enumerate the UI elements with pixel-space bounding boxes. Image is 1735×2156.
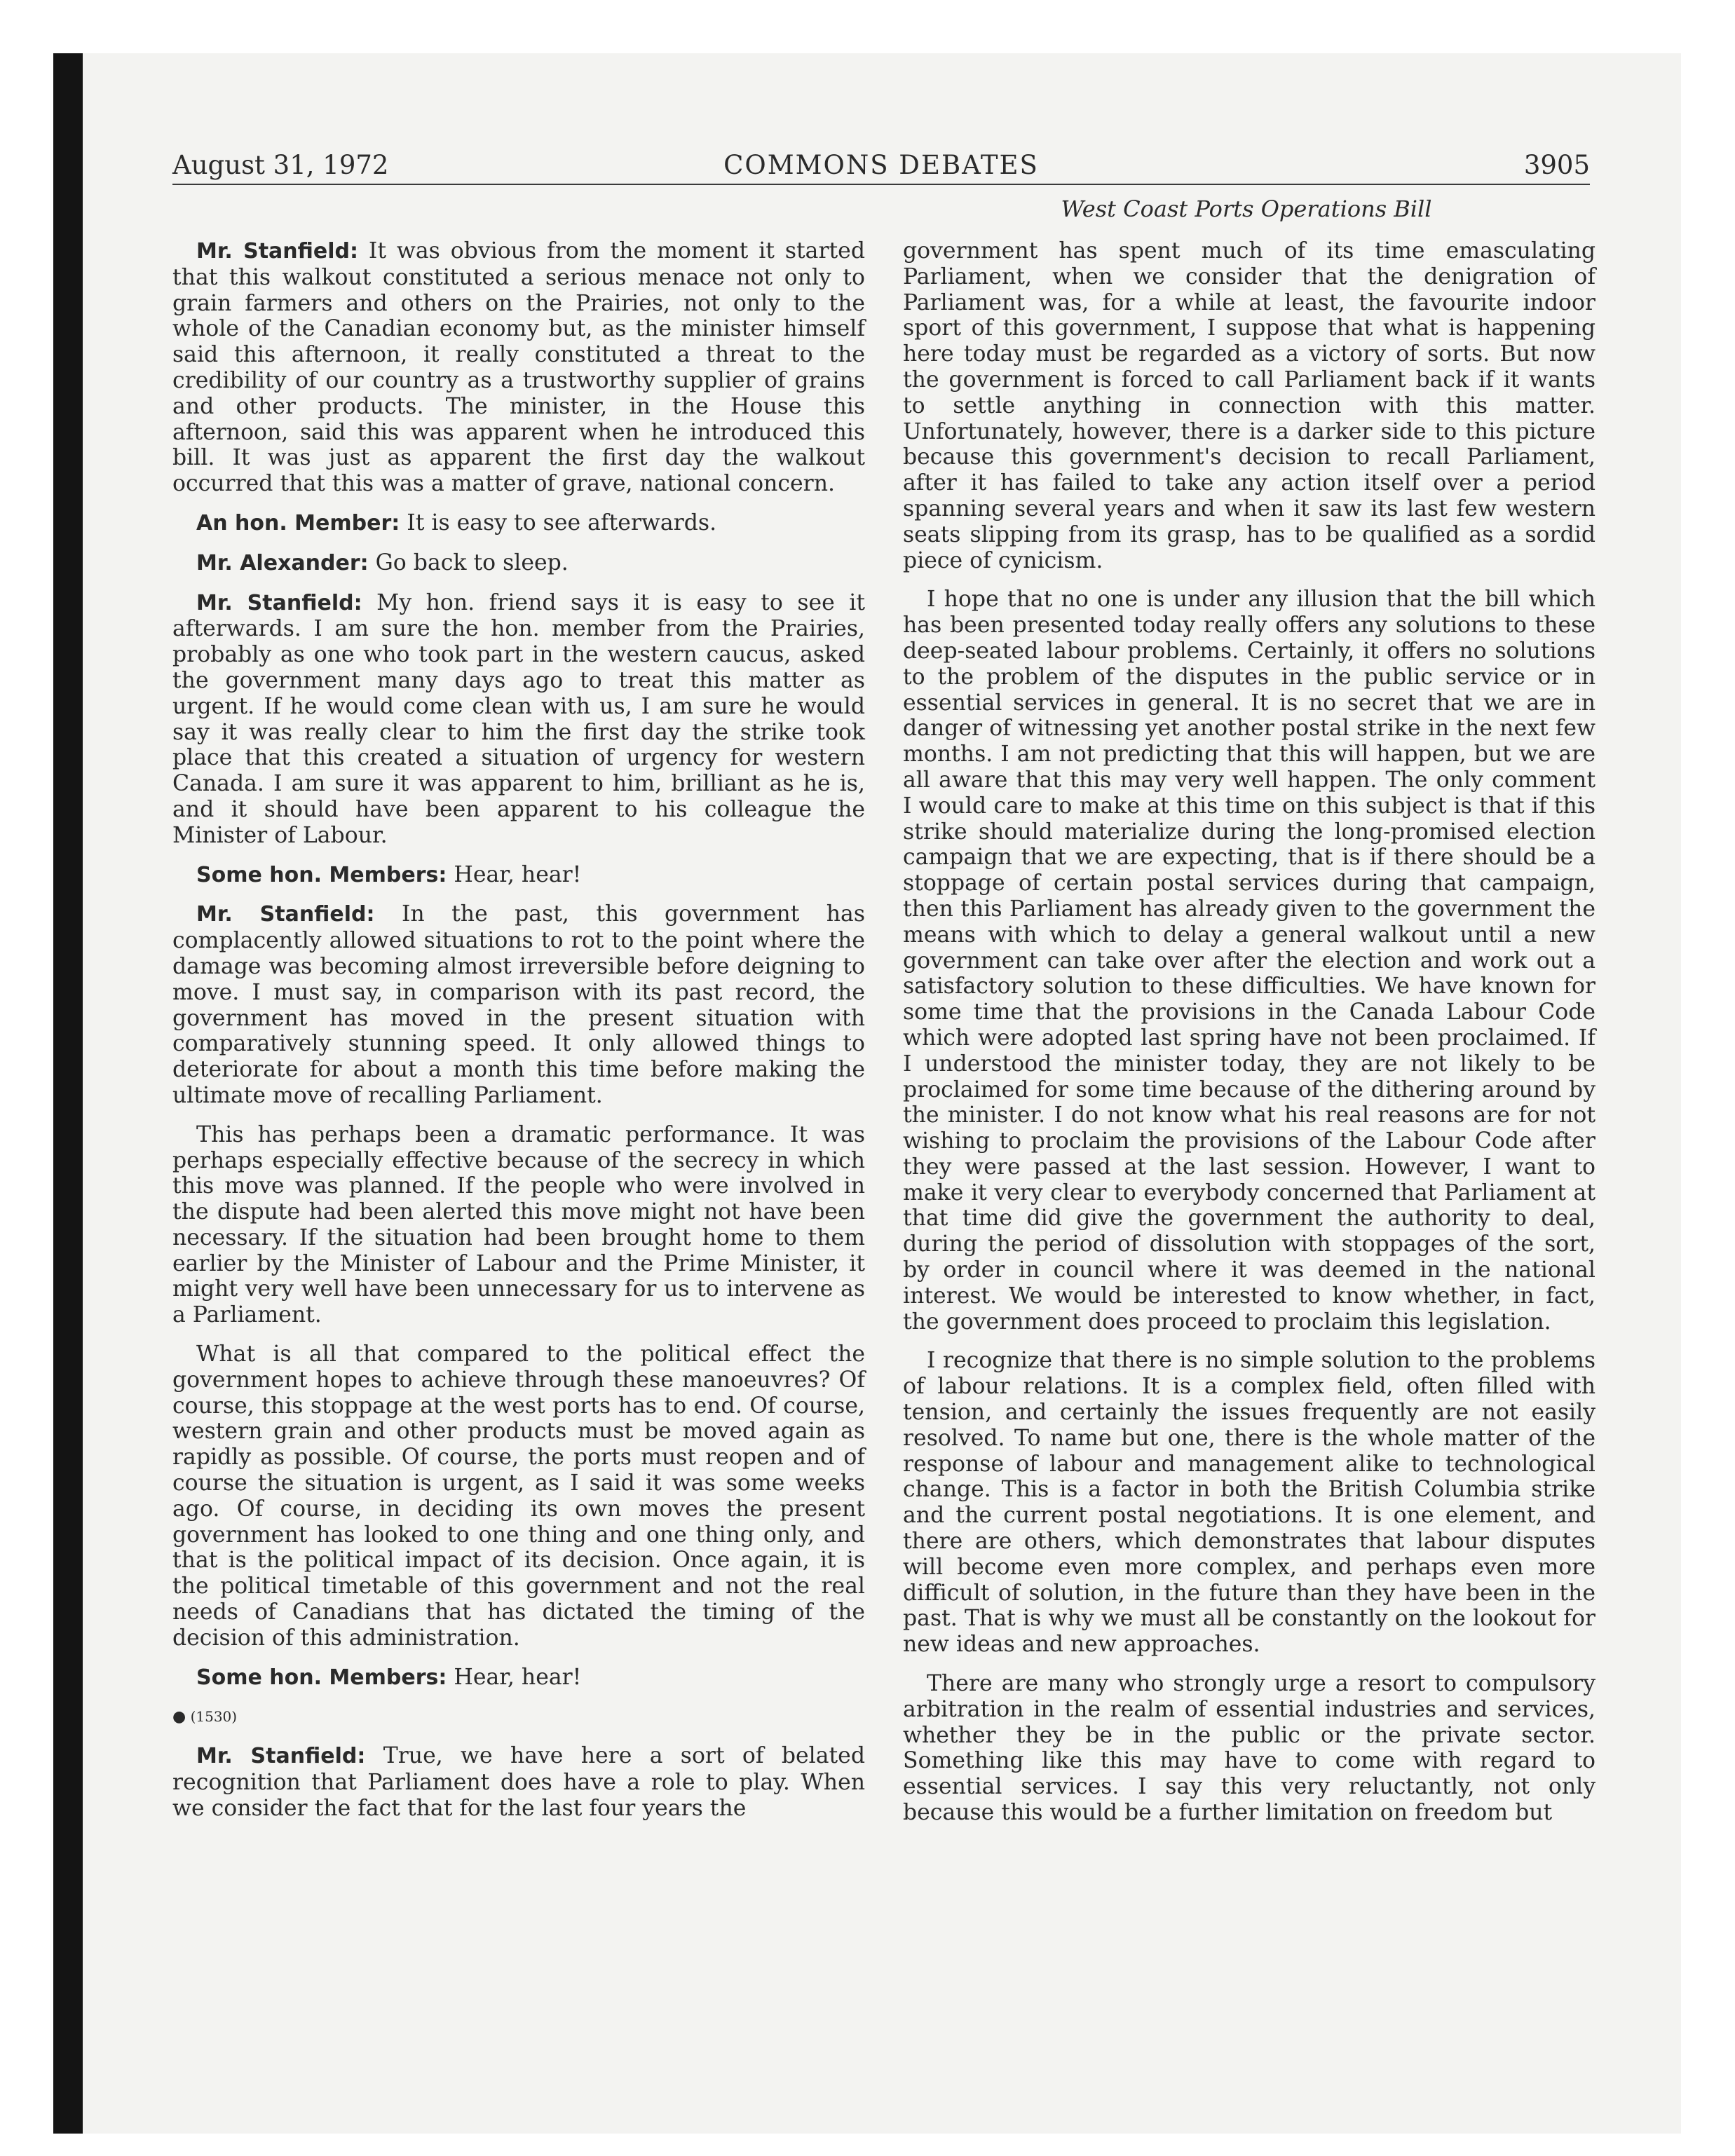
paragraph: This has perhaps been a dramatic performance. It was perhaps especially effective because of the secrecy in which this move was planned. If the people who were involved in the dispute had been alerted this move might not have been necessary. If the situation had been brought home to them earlier by the Minister of Labour and the Prime Minister, it might very well have been unnecessary for us to intervene as a Parliament. [172, 1121, 865, 1328]
page-header [172, 147, 1590, 185]
speaker-name: Mr. Stanfield: [196, 590, 362, 615]
paragraph [172, 550, 865, 577]
speech-text: My hon. friend says it is easy to see it afterwards. I am sure the hon. member from the Prairies, probably as one who took part in the western caucus, asked the government many days ago to treat this matter as urgent. If he would come clean with us, I am sure he would say it was really clear to him the first day the strike took place that this created a situation of urgency for western Canada. I am sure it was apparent to him, brilliant as he is, and it should have been apparent to his colleague the Minister of Labour. [172, 589, 865, 848]
speech-text: It was obvious from the moment it started that this walkout constituted a serious menace not only to grain farmers and others on the Prairies, not only to the whole of the Canadian economy but, as the minister himself said this afternoon, it really constituted a threat to the credibility of our country as a trustworthy supplier of grains and other products. The minister, in the House this afternoon, said this was apparent when he introduced this bill. It was just as apparent the first day the walkout occurred that this was a matter of grave, national concern. [172, 238, 865, 497]
speaker-name: Some hon. Members: [196, 862, 447, 887]
right-column [903, 238, 1595, 1839]
speaker-name: An hon. Member: [196, 510, 400, 535]
paragraph [172, 590, 865, 849]
speaker-name: Mr. Alexander: [196, 550, 369, 575]
speech-text: It is easy to see afterwards. [400, 510, 717, 535]
time-marker-label: (1530) [190, 1708, 238, 1726]
time-marker [172, 1704, 865, 1731]
speaker-name: Mr. Stanfield: [196, 902, 375, 927]
header-title: COMMONS DEBATES [723, 150, 1039, 180]
speech-text: In the past, this government has complacently allowed situations to rot to the point where the damage was becoming almost irreversible before deigning to move. I must say, in comparison with its past record, the government has moved in the present situation with comparatively stunning speed. It only allowed things to deteriorate for about a month this time before making the ultimate move of recalling Parliament. [172, 901, 865, 1108]
paragraph: government has spent much of its time emasculating Parliament, when we consider that the denigration of Parliament was, for a while at least, the favourite indoor sport of this government, I suppose that what is happening here today must be regarded as a victory of sorts. But now the government is forced to call Parliament back if it wants to settle anything in connection with this matter. Unfortunately, however, there is a darker side to this picture because this government's decision to recall Parliament, after it has failed to take any action itself over a period spanning several years and when it saw its last few western seats slipping from its grasp, has to be qualified as a sordid piece of cynicism. [903, 238, 1595, 573]
speaker-name: Some hon. Members: [196, 1665, 447, 1690]
paragraph: There are many who strongly urge a resort to compulsory arbitration in the realm of essential industries and services, whether they be in the public or the private sector. Something like this may have to come with regard to essential services. I say this very reluctantly, not only because this would be a further limitation on freedom but [903, 1671, 1595, 1826]
binding-edge [53, 53, 83, 2134]
paragraph: I recognize that there is no simple solution to the problems of labour relations. It is a complex field, often filled with tension, and certainly the issues frequently are not easily resolved. To name but one, there is the whole matter of the response of labour and management alike to technological change. This is a factor in both the British Columbia strike and the current postal negotiations. It is one element, and there are others, which demonstrates that labour disputes will become even more complex, and perhaps even more difficult of solution, in the future than they have been in the past. That is why we must all be constantly on the lookout for new ideas and new approaches. [903, 1348, 1595, 1658]
paragraph [172, 901, 865, 1108]
paragraph: What is all that compared to the political effect the government hopes to achieve through these manoeuvres? Of course, this stoppage at the west ports has to end. Of course, western grain and other products must be moved again as rapidly as possible. Of course, the ports must reopen and of course the situation is urgent, as I said it was some weeks ago. Of course, in deciding its own moves the present government has looked to one thing and one thing only, and that is the political impact of its decision. Once again, it is the political timetable of this government and not the real needs of Canadians that has dictated the timing of the decision of this administration. [172, 1342, 865, 1651]
speech-text: Hear, hear! [447, 1664, 582, 1690]
paragraph [172, 1743, 865, 1821]
speaker-name: Mr. Stanfield: [196, 239, 358, 264]
speech-text: True, we have here a sort of belated recognition that Parliament does have a role to play. When we consider the fact that for the last four years the [172, 1743, 865, 1821]
page-number: 3905 [1523, 150, 1590, 180]
speech-text: Go back to sleep. [368, 550, 569, 575]
speaker-name: Mr. Stanfield: [196, 1744, 366, 1769]
paragraph: I hope that no one is under any illusion that the bill which has been presented today really offers any solutions to these deep-seated labour problems. Certainly, it offers no solutions to the problem of the disputes in the public service or in essential services in general. It is no secret that we are in danger of witnessing yet another postal strike in the next few months. I am not predicting that this will happen, but we are all aware that this may very well happen. The only comment I would care to make at this time on this subject is that if this strike should materialize during the long-promised election campaign that we are expecting, that is if there should be a stoppage of certain postal services during that campaign, then this Parliament has already given to the government the means with which to delay a general walkout until a new government can take over after the election and work out a satisfactory solution to these difficulties. We have known for some time that the provisions in the Canada Labour Code which were adopted last spring have not been proclaimed. If I understood the minister today, they are not likely to be proclaimed for some time because of the dithering around by the minister. I do not know what his real reasons are for not wishing to proclaim the provisions of the Labour Code after they were passed at the last session. However, I want to make it very clear to everybody concerned that Parliament at that time did give the government the authority to deal, during the period of dissolution with stoppages of the sort, by order in council where it was deemed in the national interest. We would be interested to know whether, in fact, the government does proceed to proclaim this legislation. [903, 587, 1595, 1335]
bullet-icon: ● [172, 1708, 186, 1726]
running-head: West Coast Ports Operations Bill [1061, 196, 1432, 222]
paragraph [172, 510, 865, 537]
speech-text: Hear, hear! [447, 861, 582, 887]
header-date: August 31, 1972 [172, 150, 389, 180]
paragraph [172, 862, 865, 889]
paragraph [172, 238, 865, 497]
paragraph [172, 1665, 865, 1691]
left-column [172, 238, 865, 1835]
